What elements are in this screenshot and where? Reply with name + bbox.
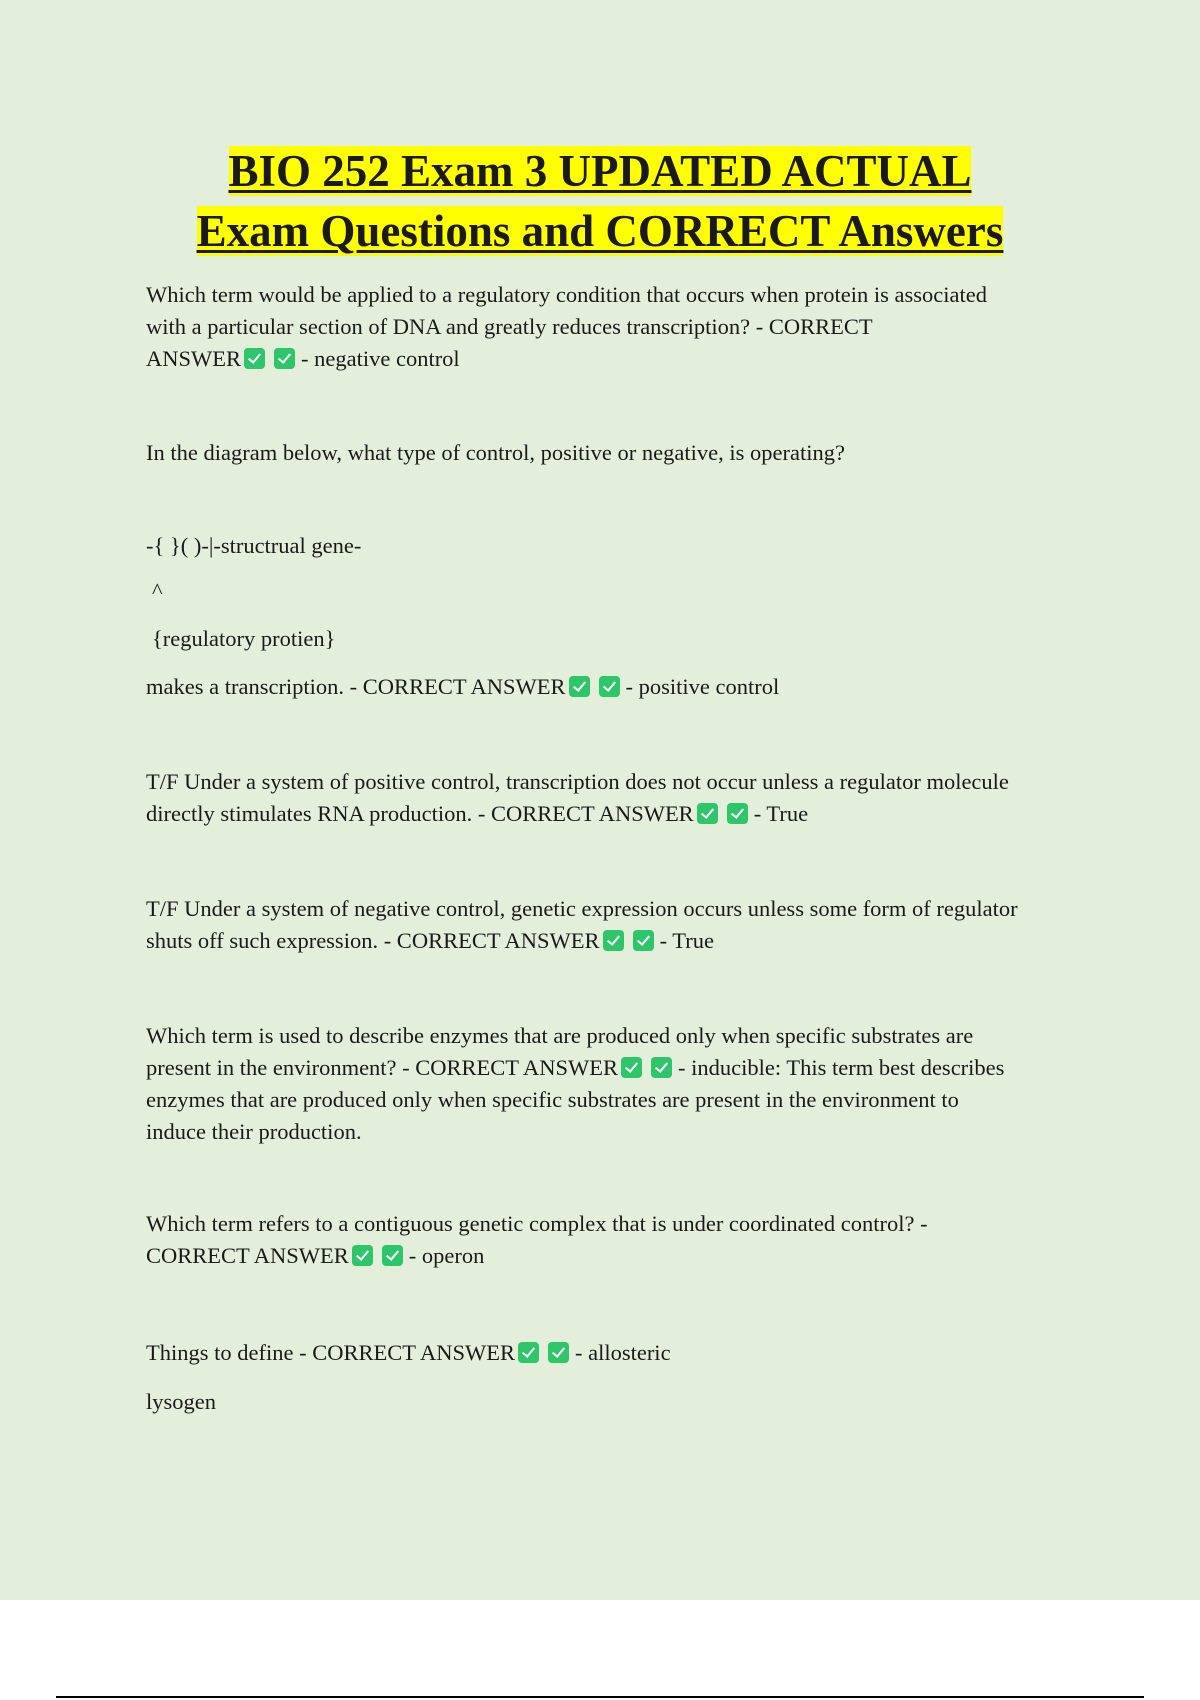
question-1-line-1: Which term would be applied to a regulatory condition that occurs when protein is associated [146,282,988,307]
answer-label: makes a transcription. - CORRECT ANSWER [146,674,566,699]
answer-text: - positive control [625,674,780,699]
question-7 [146,1337,1086,1369]
answer-text: - allosteric [574,1340,671,1365]
check-mark-icon [518,1342,539,1363]
diagram-line-3: {regulatory protien} [152,626,336,651]
question-5 [146,1020,1086,1148]
answer-label: CORRECT ANSWER [146,1243,349,1268]
document-title [0,141,1200,261]
question-4-line-1: T/F Under a system of negative control, genetic expression occurs unless some form of regulator [146,896,1018,921]
question-4 [146,893,1086,957]
answer-text: - inducible: This term best describes [678,1055,1005,1080]
question-6-line-1: Which term refers to a contiguous genetic complex that is under coordinated control? - [146,1211,928,1236]
check-mark-icon [569,676,590,697]
question-5-line-1: Which term is used to describe enzymes that are produced only when specific substrates are [146,1023,974,1048]
check-mark-icon [621,1057,642,1078]
check-mark-icon [382,1245,403,1266]
check-mark-icon [352,1245,373,1266]
check-mark-icon [603,930,624,951]
answer-text: - True [659,928,714,953]
check-mark-icon [651,1057,672,1078]
question-3-line-2 [146,798,1086,830]
question-5-line-4: induce their production. [146,1119,362,1144]
question-3-line-1: T/F Under a system of positive control, transcription does not occur unless a regulator molecule [146,769,1009,794]
check-mark-icon [548,1342,569,1363]
question-6-line-2 [146,1240,1086,1272]
answer-label: Things to define - CORRECT ANSWER [146,1340,515,1365]
answer-label: ANSWER [146,346,241,371]
check-mark-icon [633,930,654,951]
question-2-answer-line [146,671,1086,703]
question-4-line-2 [146,925,1086,957]
footer-divider [56,1696,1144,1698]
check-mark-icon [727,803,748,824]
answer-label: shuts off such expression. - CORRECT ANSWER [146,928,600,953]
check-mark-icon [244,348,265,369]
answer-text: - operon [408,1243,485,1268]
question-3 [146,766,1086,830]
answer-text: - negative control [301,346,460,371]
check-mark-icon [599,676,620,697]
diagram-line-2: ^ [152,578,163,603]
title-line-2: Exam Questions and CORRECT Answers [196,206,1004,256]
question-1-line-2: with a particular section of DNA and greatly reduces transcription? - CORRECT [146,314,873,339]
question-5-line-2 [146,1052,1086,1084]
question-1-line-3 [146,343,1086,375]
diagram-line-1: -{ }( )-|-structrual gene- [146,533,362,558]
check-mark-icon [274,348,295,369]
question-5-line-3: enzymes that are produced only when specific substrates are present in the environment to [146,1087,959,1112]
answer-text: - True [753,801,809,826]
question-6 [146,1208,1086,1272]
question-7-line-2: lysogen [146,1389,216,1414]
answer-label: directly stimulates RNA production. - CORRECT ANSWER [146,801,694,826]
check-mark-icon [697,803,718,824]
title-line-1: BIO 252 Exam 3 UPDATED ACTUAL [228,146,972,196]
question-1 [146,279,1086,375]
answer-label: present in the environment? - CORRECT ANSWER [146,1055,619,1080]
question-2: In the diagram below, what type of control, positive or negative, is operating? [146,440,845,465]
